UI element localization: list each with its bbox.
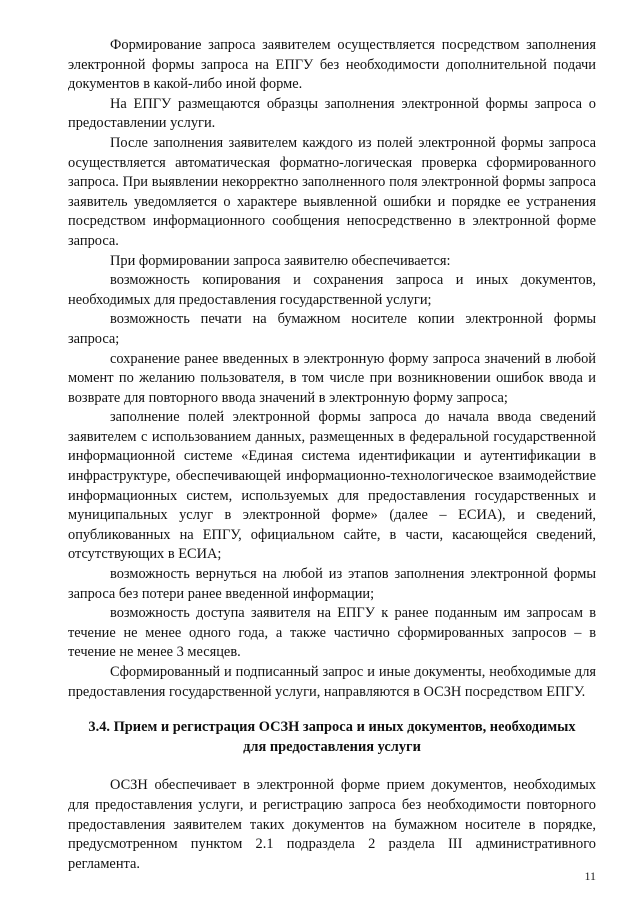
section-heading-line-1: 3.4. Прием и регистрация ОСЗН запроса и иных документов, необходимых xyxy=(88,719,576,736)
paragraph-print: возможность печати на бумажном носителе копии электронной формы запроса; xyxy=(68,311,596,347)
paragraph-return-step: возможность вернуться на любой из этапов заполнения электронной формы запроса без потери ранее введенной информации; xyxy=(68,566,596,602)
paragraph-format-check: После заполнения заявителем каждого из полей электронной формы запроса осуществляется автоматическая форматно-логическая проверка сформированного запроса. При выявлении некорректно заполненного поля электронной формы запроса заявитель уведомляется о характере выявленной ошибки и порядке ее устранения посредством информационного сообщения непосредственно в электронной форме запроса. xyxy=(68,134,596,249)
paragraph-access-history: возможность доступа заявителя на ЕПГУ к ранее поданным им запросам в течение не менее одного года, а также частично сформированных запросов – в течение не менее 3 месяцев. xyxy=(68,605,596,661)
paragraph-esia-autofill: заполнение полей электронной формы запроса до начала ввода сведений заявителем с использованием данных, размещенных в федеральной государственной информационной системе «Единая система идентификации и аутентификации в инфраструктуре, обеспечивающей информационно-технологическое взаимодействие информационных систем, используемых для предоставления государственных и муниципальных услуг в электронной форме» (далее – ЕСИА), и сведений, опубликованных на ЕПГУ, официальном сайте, в части, касающейся сведений, отсутствующих в ЕСИА; xyxy=(68,409,596,563)
section-heading-line-2: для предоставления услуги xyxy=(243,738,421,755)
spacer xyxy=(68,757,596,776)
paragraph-copy-save: возможность копирования и сохранения запроса и иных документов, необходимых для предоставления государственной услуги; xyxy=(68,272,596,308)
section-heading xyxy=(68,718,596,757)
paragraph-form-samples: На ЕПГУ размещаются образцы заполнения электронной формы запроса о предоставлении услуги. xyxy=(68,95,596,132)
page-number: 11 xyxy=(584,869,596,883)
paragraph-section-body: ОСЗН обеспечивает в электронной форме прием документов, необходимых для предоставления услуги, и регистрацию запроса без необходимости повторного предоставления заявителем таких документов на бумажном носителе в порядке, предусмотренном пунктом 2.1 подраздела 2 раздела III административного регламента. xyxy=(68,777,596,872)
paragraph-save-values: сохранение ранее введенных в электронную форму запроса значений в любой момент по желанию пользователя, в том числе при возникновении ошибок ввода и возврате для повторного ввода значений в электронную форму запроса; xyxy=(68,350,596,406)
paragraph-request-formation: Формирование запроса заявителем осуществляется посредством заполнения электронной формы запроса на ЕПГУ без необходимости дополнительной подачи документов в какой-либо иной форме. xyxy=(68,37,596,93)
paragraph-submission: Сформированный и подписанный запрос и иные документы, необходимые для предоставления государственной услуги, направляются в ОСЗН посредством ЕПГУ. xyxy=(68,664,596,700)
paragraph-provided-features-intro: При формировании запроса заявителю обеспечивается: xyxy=(110,252,451,269)
document-page xyxy=(68,36,596,874)
